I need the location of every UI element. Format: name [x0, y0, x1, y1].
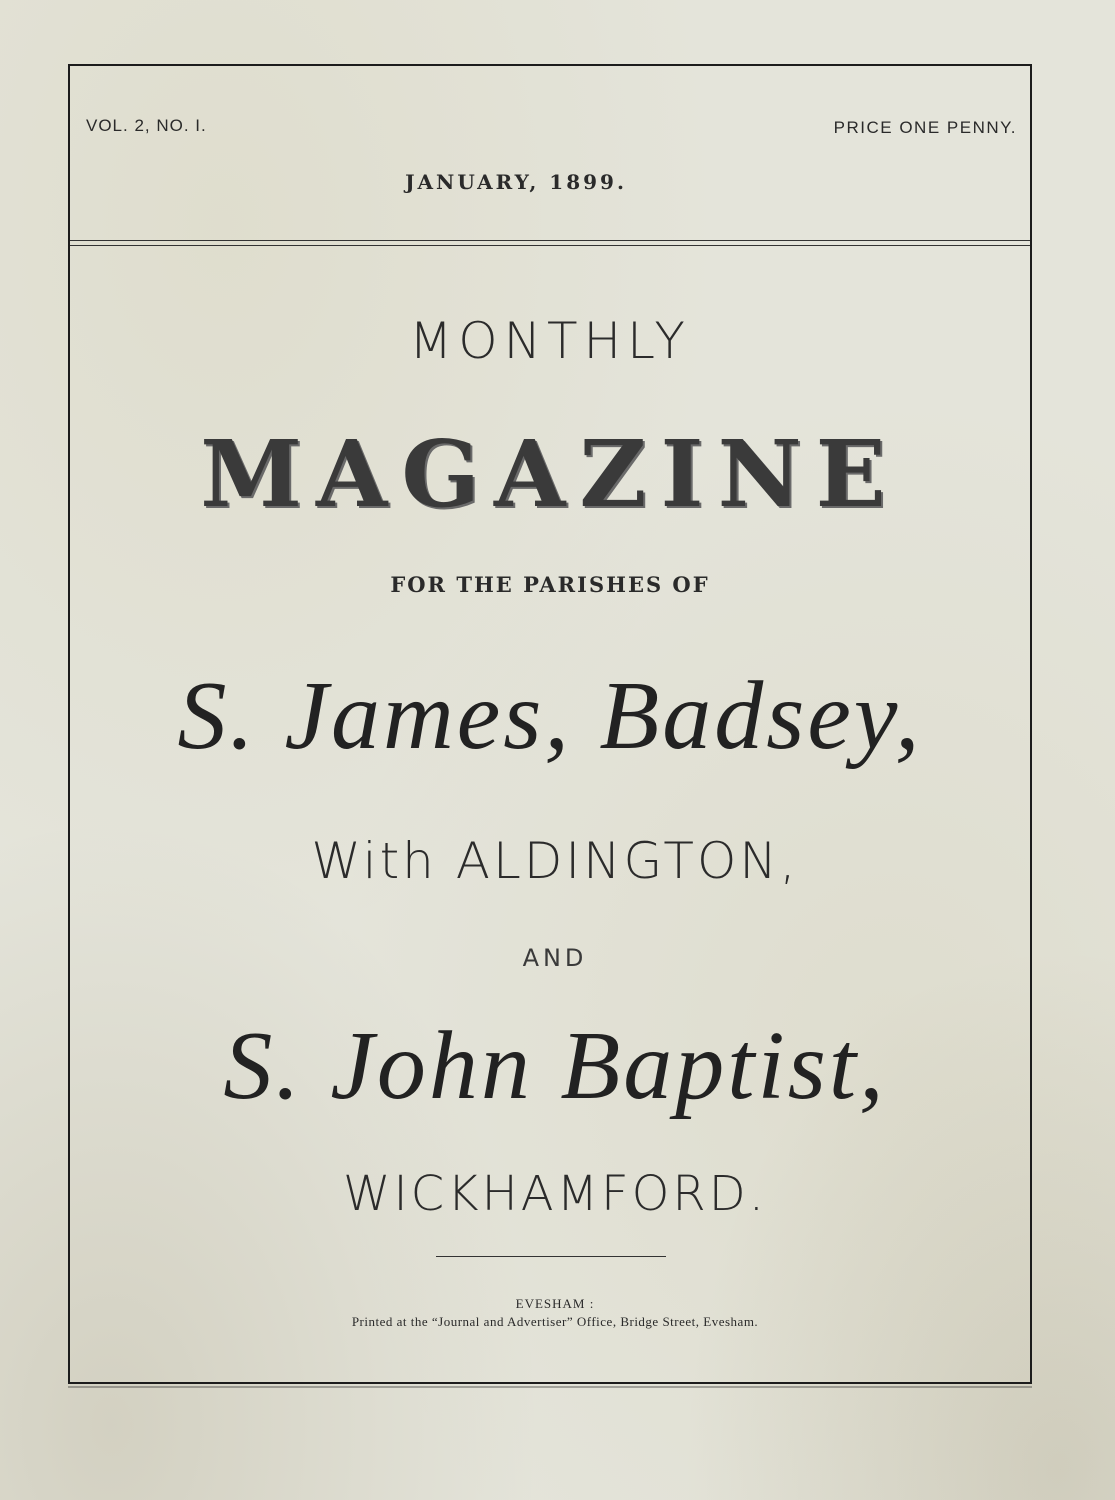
printer-imprint: Printed at the “Journal and Advertiser” Office, Bridge Street, Evesham.	[351, 1314, 759, 1329]
parish-aldington: With ALDINGTON,	[311, 832, 799, 890]
subtitle-parishes: FOR THE PARISHES OF	[390, 572, 710, 597]
header-divider	[70, 240, 1030, 246]
parish-st-john: S. John Baptist,	[223, 1012, 887, 1120]
price-label: PRICE ONE PENNY.	[833, 118, 1017, 137]
parish-wickhamford: WICKHAMFORD.	[343, 1166, 767, 1222]
title-magazine: MAGAZINE	[200, 420, 900, 528]
title-monthly: MONTHLY	[409, 312, 691, 370]
issue-date: JANUARY, 1899.	[405, 170, 627, 194]
footer-divider	[436, 1256, 666, 1257]
border-shadow	[68, 1386, 1032, 1388]
parish-st-james: S. James, Badsey,	[177, 662, 923, 770]
volume-number: VOL. 2, NO. I.	[86, 116, 207, 135]
printer-city: EVESHAM :	[515, 1296, 595, 1311]
conjunction-and: AND	[522, 944, 588, 972]
